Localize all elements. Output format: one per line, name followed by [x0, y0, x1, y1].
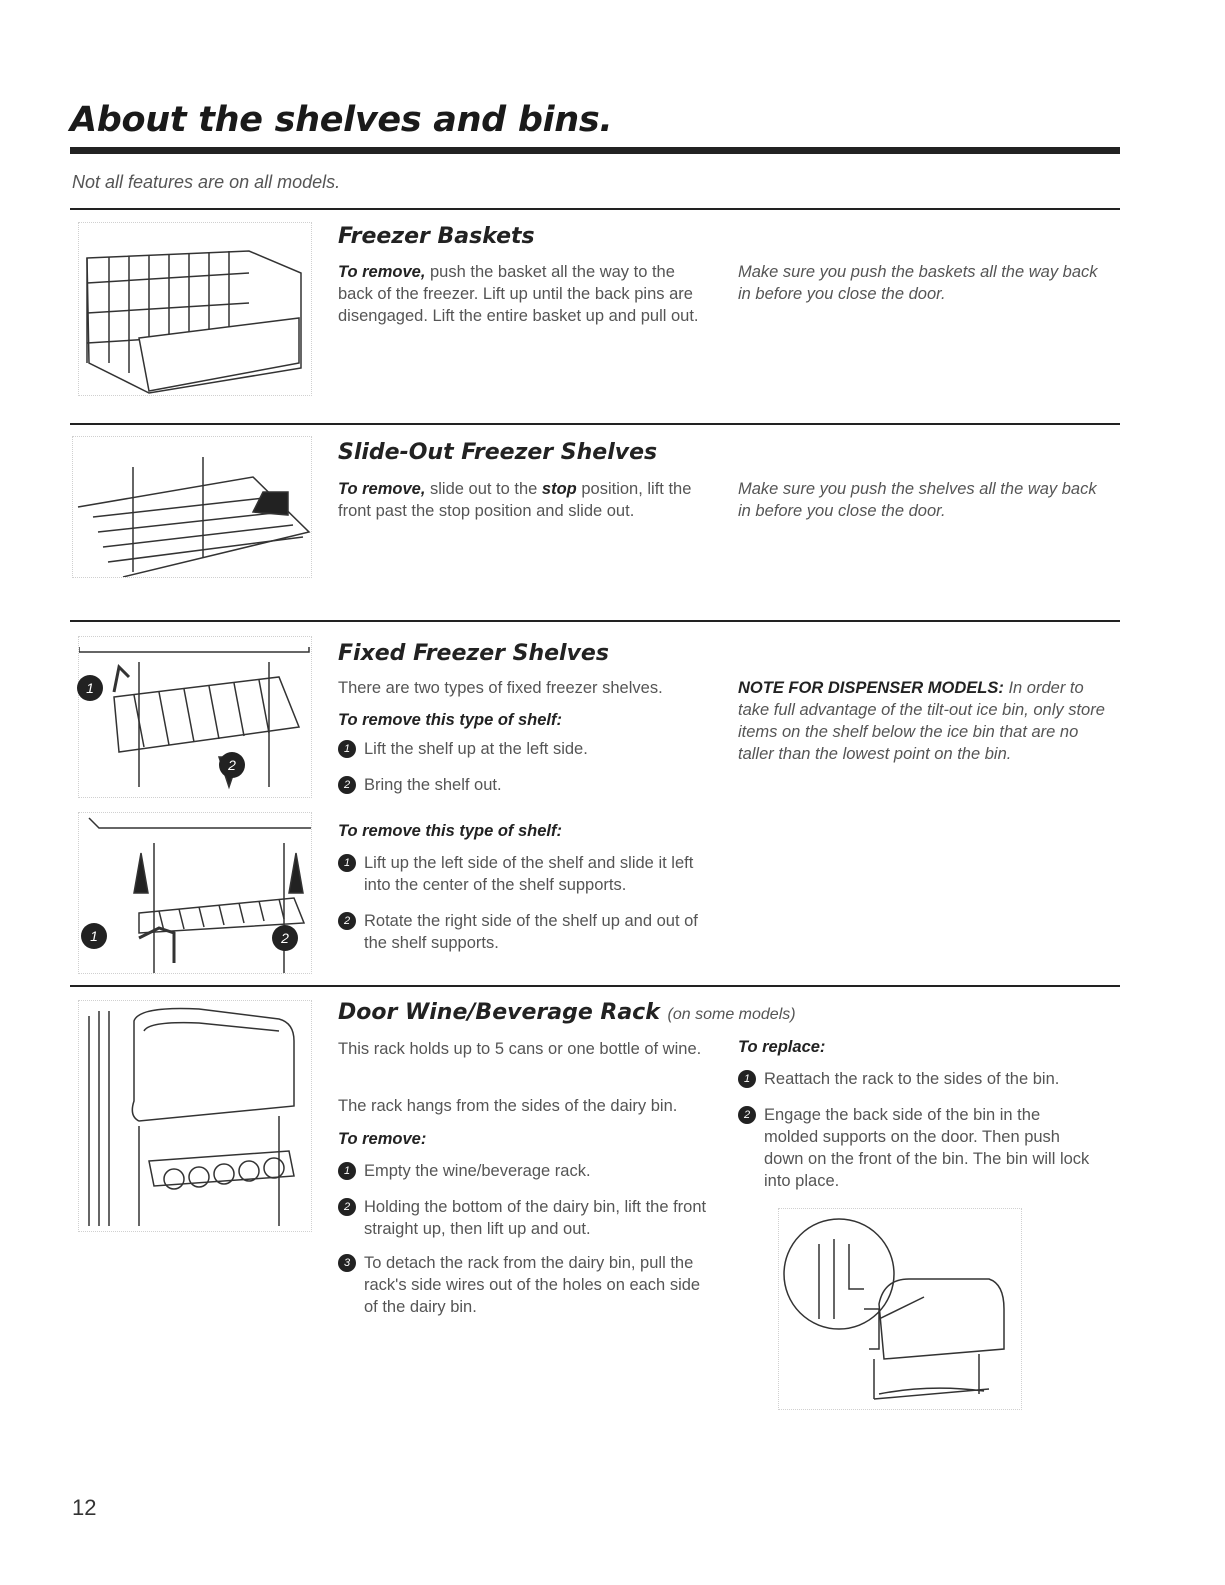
step-number: 2	[338, 776, 356, 794]
step-text: Engage the back side of the bin in the molded supports on the door. Then push down on the front of the bin. The bin will lock into place.	[764, 1106, 1090, 1190]
note-label: NOTE FOR DISPENSER MODELS:	[738, 679, 1004, 697]
note-body: In order to take full advantage of the tilt-out ice bin, only store items on the shelf below the ice bin that are no taller than the lowest point on the bin.	[738, 679, 1105, 763]
wine-remove-label: To remove:	[338, 1130, 427, 1148]
step-text: To detach the rack from the dairy bin, pull the rack's side wires out of the holes on each side of the dairy bin.	[364, 1254, 701, 1316]
wine-remove-step-2	[338, 1196, 713, 1240]
slide-note: Make sure you push the shelves all the way back in before you close the door.	[738, 480, 1097, 520]
stop-label: stop	[541, 480, 577, 498]
step-number: 2	[738, 1106, 756, 1124]
wine-rack-replace-illustration	[778, 1208, 1022, 1410]
section-title-freezer-baskets: Freezer Baskets	[338, 224, 535, 249]
step-number: 1	[338, 854, 356, 872]
freezer-basket-illustration	[78, 222, 312, 396]
wine-title-note: (on some models)	[667, 1006, 796, 1023]
section-divider	[70, 620, 1120, 622]
baskets-body: push the basket all the way to the back of the freezer. Lift up until the back pins are disengaged. Lift the entire basket up and pull out.	[338, 263, 699, 325]
slide-body-b: position, lift the front past the stop position and slide out.	[338, 480, 692, 520]
step-text: Lift the shelf up at the left side.	[364, 740, 588, 758]
fixed-step-2-1	[338, 852, 713, 896]
page-number: 12	[72, 1495, 97, 1520]
wine-replace-step-2	[738, 1104, 1098, 1192]
step-number: 2	[338, 912, 356, 930]
wine-p2: The rack hangs from the sides of the dairy bin.	[338, 1097, 678, 1115]
wine-p1: This rack holds up to 5 cans or one bottle of wine.	[338, 1040, 702, 1058]
section-title-wine-rack	[338, 1000, 796, 1025]
section-divider	[70, 423, 1120, 425]
slide-body-a: slide out to the	[425, 480, 542, 498]
fixed-sub1: To remove this type of shelf:	[338, 711, 563, 729]
step-text: Holding the bottom of the dairy bin, lift the front straight up, then lift up and out.	[364, 1198, 707, 1238]
wine-replace-step-1	[738, 1068, 1113, 1090]
fixed-shelf-type2-illustration	[78, 812, 312, 974]
slide-instructions	[338, 478, 723, 522]
section-title-fixed-shelves: Fixed Freezer Shelves	[338, 641, 609, 666]
step-text: Reattach the rack to the sides of the bin.	[764, 1070, 1060, 1088]
wine-title-text: Door Wine/Beverage Rack	[338, 1000, 660, 1025]
page-subtitle: Not all features are on all models.	[72, 172, 341, 192]
step-number: 1	[338, 1162, 356, 1180]
fixed-step-1-2	[338, 774, 713, 796]
step-number: 2	[338, 1198, 356, 1216]
fixed-intro: There are two types of fixed freezer shelves.	[338, 679, 663, 697]
wine-remove-step-1	[338, 1160, 713, 1182]
badge-2: 2	[219, 752, 245, 778]
step-number: 1	[338, 740, 356, 758]
page-title: About the shelves and bins.	[70, 100, 613, 140]
section-title-slide-out-shelves: Slide-Out Freezer Shelves	[338, 440, 658, 465]
baskets-note: Make sure you push the baskets all the way back in before you close the door.	[738, 263, 1098, 303]
title-rule	[70, 147, 1120, 154]
step-text: Bring the shelf out.	[364, 776, 502, 794]
step-text: Rotate the right side of the shelf up and out of the shelf supports.	[364, 912, 698, 952]
slide-out-shelf-illustration	[72, 436, 312, 578]
wine-remove-step-3	[338, 1252, 713, 1318]
step-number: 3	[338, 1254, 356, 1272]
fixed-shelf-type1-illustration	[78, 636, 312, 798]
step-number: 1	[738, 1070, 756, 1088]
section-divider	[70, 208, 1120, 210]
section-divider	[70, 985, 1120, 987]
wine-rack-illustration	[78, 1000, 312, 1232]
badge-1: 1	[81, 923, 107, 949]
fixed-step-1-1	[338, 738, 713, 760]
dispenser-note	[738, 677, 1113, 765]
badge-1: 1	[77, 675, 103, 701]
baskets-instructions	[338, 261, 713, 327]
fixed-sub2: To remove this type of shelf:	[338, 822, 563, 840]
step-text: Empty the wine/beverage rack.	[364, 1162, 591, 1180]
wine-replace-label: To replace:	[738, 1038, 826, 1056]
to-remove-label: To remove,	[338, 480, 426, 498]
step-text: Lift up the left side of the shelf and slide it left into the center of the shelf supports.	[364, 854, 694, 894]
fixed-step-2-2	[338, 910, 718, 954]
badge-2: 2	[272, 925, 298, 951]
to-remove-label: To remove,	[338, 263, 426, 281]
